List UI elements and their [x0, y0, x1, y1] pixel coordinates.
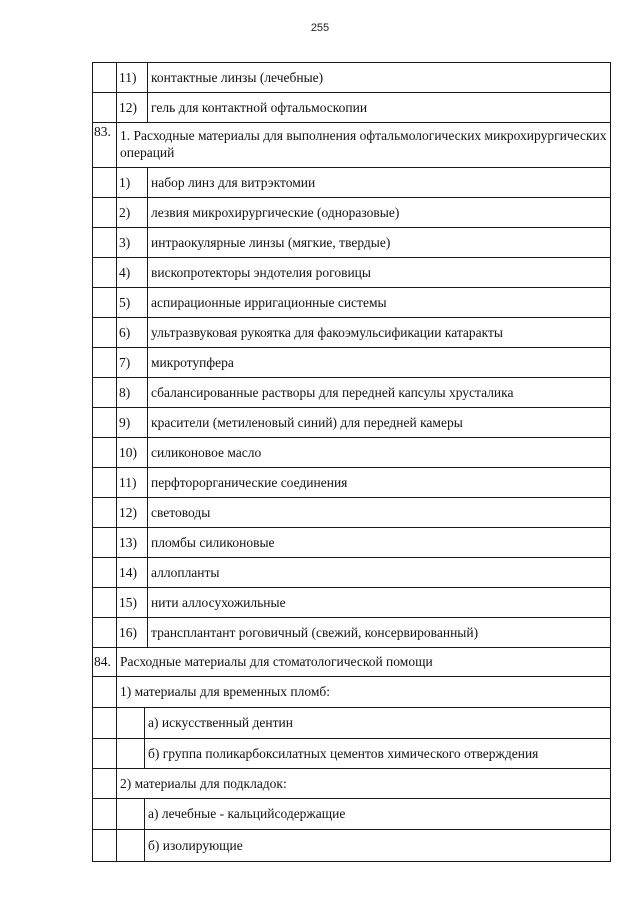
subgroup-header-row [93, 769, 611, 799]
item-text-cell: пломбы силиконовые [148, 528, 611, 558]
number-cell [93, 168, 117, 198]
item-text-cell: б) изолирующие [145, 830, 611, 862]
item-text-cell: аспирационные ирригационные системы [148, 288, 611, 318]
table-row [93, 258, 611, 288]
number-cell [93, 198, 117, 228]
number-cell [93, 408, 117, 438]
item-text-cell: микротупфера [148, 348, 611, 378]
number-cell [93, 588, 117, 618]
table-row [93, 739, 611, 769]
table-row [93, 168, 611, 198]
table-row [93, 318, 611, 348]
table-row [93, 588, 611, 618]
number-cell [93, 708, 117, 739]
number-cell [93, 438, 117, 468]
subnumber-cell: 13) [117, 528, 148, 558]
table-row [93, 288, 611, 318]
table-row [93, 708, 611, 739]
item-text-cell: световоды [148, 498, 611, 528]
item-text-cell: ультразвуковая рукоятка для факоэмульсификации катаракты [148, 318, 611, 348]
item-text-cell: лезвия микрохирургические (одноразовые) [148, 198, 611, 228]
table-row [93, 63, 611, 93]
section-title-cell: Расходные материалы для стоматологической помощи [117, 648, 611, 677]
item-text-cell: контактные линзы (лечебные) [148, 63, 611, 93]
subnumber-cell: 7) [117, 348, 148, 378]
table-row [93, 228, 611, 258]
subnumber-cell: 1) [117, 168, 148, 198]
indent-cell [117, 799, 145, 830]
table-row [93, 468, 611, 498]
table-row [93, 198, 611, 228]
item-text-cell: трансплантант роговичный (свежий, консервированный) [148, 618, 611, 648]
number-cell [93, 378, 117, 408]
table-row [93, 348, 611, 378]
subnumber-cell: 11) [117, 468, 148, 498]
number-cell [93, 228, 117, 258]
number-cell [93, 288, 117, 318]
number-cell [93, 558, 117, 588]
table-row [93, 93, 611, 123]
table-row [93, 438, 611, 468]
indent-cell [117, 830, 145, 862]
page-number: 255 [310, 22, 330, 34]
number-cell [93, 677, 117, 708]
indent-cell [117, 739, 145, 769]
section-number-cell: 83. [93, 123, 117, 168]
subnumber-cell: 6) [117, 318, 148, 348]
item-text-cell: силиконовое масло [148, 438, 611, 468]
table-row [93, 618, 611, 648]
table-row [93, 408, 611, 438]
subnumber-cell: 3) [117, 228, 148, 258]
table-row [93, 378, 611, 408]
number-cell [93, 348, 117, 378]
number-cell [93, 528, 117, 558]
subnumber-cell: 15) [117, 588, 148, 618]
subnumber-cell: 2) [117, 198, 148, 228]
number-cell [93, 739, 117, 769]
number-cell [93, 93, 117, 123]
item-text-cell: красители (метиленовый синий) для передней камеры [148, 408, 611, 438]
item-text-cell: а) лечебные - кальцийсодержащие [145, 799, 611, 830]
item-text-cell: интраокулярные линзы (мягкие, твердые) [148, 228, 611, 258]
item-text-cell: а) искусственный дентин [145, 708, 611, 739]
item-text-cell: нити аллосухожильные [148, 588, 611, 618]
subgroup-header-row [93, 677, 611, 708]
subnumber-cell: 10) [117, 438, 148, 468]
number-cell [93, 63, 117, 93]
number-cell [93, 258, 117, 288]
table-row [93, 799, 611, 830]
section-title-cell: 1. Расходные материалы для выполнения офтальмологических микрохирургических операций [117, 123, 611, 168]
item-text-cell: вископротекторы эндотелия роговицы [148, 258, 611, 288]
subnumber-cell: 11) [117, 63, 148, 93]
number-cell [93, 498, 117, 528]
number-cell [93, 769, 117, 799]
section-header-row [93, 648, 611, 677]
subnumber-cell: 9) [117, 408, 148, 438]
item-text-cell: набор линз для витрэктомии [148, 168, 611, 198]
item-text-cell: перфторорганические соединения [148, 468, 611, 498]
number-cell [93, 618, 117, 648]
item-text-cell: гель для контактной офтальмоскопии [148, 93, 611, 123]
table-row [93, 830, 611, 862]
number-cell [93, 318, 117, 348]
section-number-cell: 84. [93, 648, 117, 677]
subnumber-cell: 16) [117, 618, 148, 648]
section-header-row [93, 123, 611, 168]
table-row [93, 528, 611, 558]
number-cell [93, 830, 117, 862]
item-text-cell: б) группа поликарбоксилатных цементов химического отверждения [145, 739, 611, 769]
number-cell [93, 799, 117, 830]
table-row [93, 558, 611, 588]
materials-table [92, 62, 611, 862]
subnumber-cell: 5) [117, 288, 148, 318]
item-text-cell: сбалансированные растворы для передней капсулы хрусталика [148, 378, 611, 408]
subnumber-cell: 12) [117, 498, 148, 528]
subgroup-title-cell: 2) материалы для подкладок: [117, 769, 611, 799]
subnumber-cell: 14) [117, 558, 148, 588]
number-cell [93, 468, 117, 498]
subnumber-cell: 12) [117, 93, 148, 123]
indent-cell [117, 708, 145, 739]
subnumber-cell: 4) [117, 258, 148, 288]
subgroup-title-cell: 1) материалы для временных пломб: [117, 677, 611, 708]
subnumber-cell: 8) [117, 378, 148, 408]
item-text-cell: аллопланты [148, 558, 611, 588]
table-row [93, 498, 611, 528]
